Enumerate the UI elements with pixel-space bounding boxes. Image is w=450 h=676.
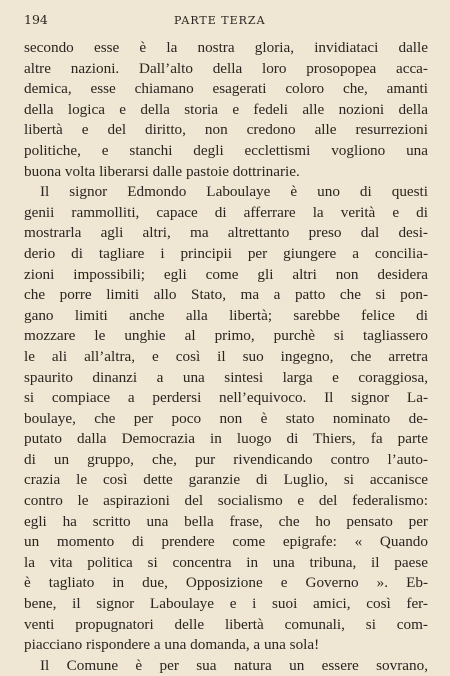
running-head: PARTE TERZA — [174, 14, 266, 27]
text-line: è tagliato in due, Opposizione e Governo ». Eb- — [24, 574, 428, 592]
text-line: derio di tagliare i principii per giungere a concilia- — [24, 244, 428, 262]
text-line: zioni impossibili; egli come gli altri non desidera — [24, 265, 428, 283]
paragraph-1 — [24, 38, 428, 182]
paragraph-3 — [24, 656, 428, 676]
text-line: demica, esse chiamano esagerati coloro che, amanti — [24, 80, 428, 98]
text-line: contro le aspirazioni del socialismo e del federalismo: — [24, 492, 428, 510]
text-line: putato dalla Democrazia in luogo di Thiers, fa parte — [24, 430, 428, 448]
text-line: piacciano rispondere a una domanda, a una sola! — [24, 636, 320, 654]
text-line: spaurito dinanzi a una sintesi larga e coraggiosa, — [24, 368, 428, 386]
paragraph-2 — [24, 182, 428, 656]
text-line: genii rammolliti, capace di afferrare la verità e di — [24, 203, 428, 221]
text-line: si compiace a perdersi nell’equivoco. Il signor La- — [24, 389, 428, 407]
page-body — [24, 38, 428, 676]
text-line: che porre limiti allo Stato, ma a patto che si pon- — [24, 286, 428, 304]
text-line: Il signor Edmondo Laboulaye è uno di questi — [40, 183, 428, 201]
text-line: altre nazioni. Dall’alto della loro prosopopea acca- — [24, 59, 428, 77]
text-line: gano limiti anche alla libertà; sarebbe felice di — [24, 306, 428, 324]
text-line: crazia le così dette garanzie di Luglio, si accanisce — [24, 471, 428, 489]
text-line: egli ha scritto una bella frase, che ho pensato per — [24, 512, 428, 530]
page-number: 194 — [24, 12, 48, 27]
text-line: mozzare le unghie al primo, purchè si tagliassero — [24, 327, 428, 345]
text-line: di un gruppo, che, pur rivendicando contro l’auto- — [24, 450, 428, 468]
text-line: boulaye, che per poco non è stato nominato de- — [24, 409, 428, 427]
text-line: le ali all’altra, e così il suo ingegno, che arretra — [24, 347, 428, 365]
text-line: venti propugnatori delle libertà comunali, si com- — [24, 615, 428, 633]
text-line: libertà e del diritto, non credono alle resurrezioni — [24, 121, 428, 139]
text-line: bene, il signor Laboulaye e i suoi amici, così fer- — [24, 595, 428, 613]
text-line: un momento di prendere come epigrafe: « Quando — [24, 533, 428, 551]
page-header — [24, 12, 428, 38]
text-line: buona volta liberarsi dalle pastoie dottrinarie. — [24, 162, 300, 180]
text-line: la vita politica si concentra in una tribuna, il paese — [24, 553, 428, 571]
text-line: della logica e della storia e fedeli alle nozioni della — [24, 100, 428, 118]
text-line: mostrarla agli altri, ma altrettanto preso dal desi- — [24, 224, 428, 242]
text-line: politiche, e stanchi degli ecclettismi vogliono una — [24, 141, 428, 159]
text-line: secondo esse è la nostra gloria, invidiataci dalle — [24, 39, 428, 56]
text-line: Il Comune è per sua natura un essere sovrano, — [40, 656, 428, 674]
